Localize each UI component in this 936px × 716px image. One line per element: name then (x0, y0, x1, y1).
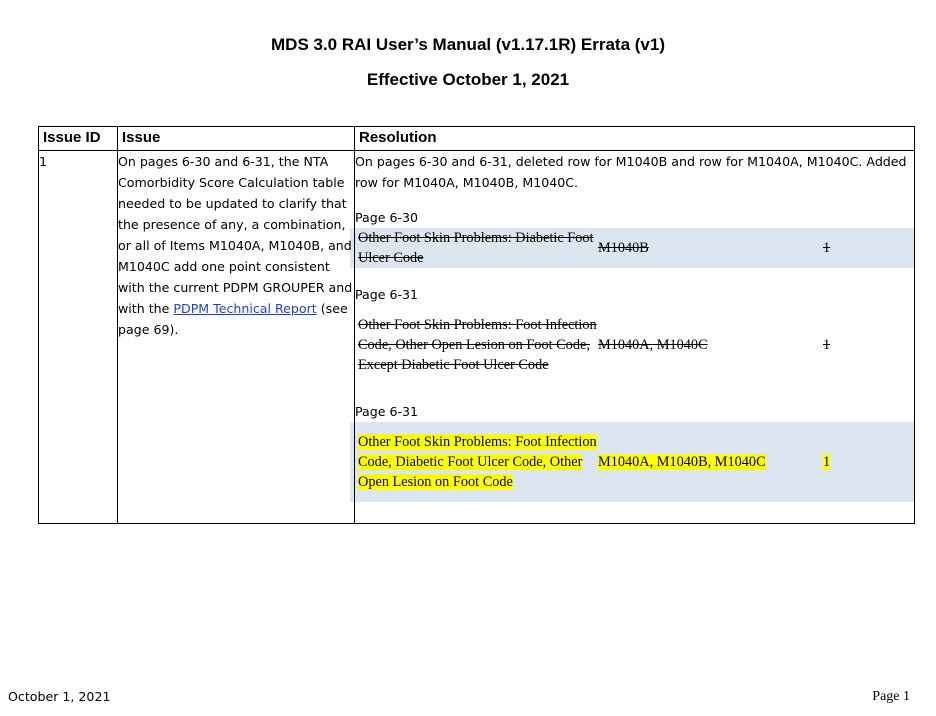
page-label: Page 6-31 (355, 287, 419, 302)
table-header-row (39, 127, 915, 151)
row-points: 1 (823, 454, 831, 470)
row-items: M1040A, M1040B, M1040C (598, 454, 766, 470)
header-resolution: Resolution (355, 127, 915, 151)
document-subtitle: Effective October 1, 2021 (366, 70, 570, 89)
row-description: Other Foot Skin Problems: Diabetic Foot Ulcer Code (358, 230, 594, 266)
footer-page-number: Page 1 (872, 689, 910, 704)
row-points: 1 (823, 337, 831, 353)
resolution-intro: On pages 6-30 and 6-31, deleted row for M1040B and row for M1040A, M1040C. Added row for M1040A, M1040B, M1040C. (355, 154, 907, 190)
resolution-cell (355, 151, 915, 524)
row-items: M1040B (598, 240, 649, 256)
issue-text (118, 151, 354, 340)
issue-cell (118, 151, 355, 524)
document-title: MDS 3.0 RAI User’s Manual (v1.17.1R) Errata (v1) (271, 35, 665, 54)
deleted-row-m1040a-m1040c (350, 305, 914, 385)
page-label: Page 6-30 (355, 210, 419, 225)
row-description: Other Foot Skin Problems: Foot Infection Code, Diabetic Foot Ulcer Code, Other Open Lesion on Foot Code (358, 434, 597, 490)
deleted-row-m1040b (350, 228, 914, 268)
errata-table (38, 126, 915, 524)
issue-text-suffix: (see page 69). (118, 301, 348, 337)
issue-id-cell: 1 (39, 151, 118, 524)
header-issue: Issue (118, 127, 355, 151)
issue-text-main: On pages 6-30 and 6-31, the NTA Comorbidity Score Calculation table needed to be updated to clarify that the presence of any, a combination, or all of Items M1040A, M1040B, and M1040C add one point consistent with the current PDPM GROUPER and with the (118, 154, 353, 316)
added-row-m1040abc (350, 422, 914, 502)
page-label: Page 6-31 (355, 404, 419, 419)
row-items: M1040A, M1040C (598, 337, 708, 353)
footer-date: October 1, 2021 (8, 689, 111, 704)
pdpm-technical-report-link[interactable]: PDPM Technical Report (173, 301, 317, 316)
header-issue-id: Issue ID (39, 127, 118, 151)
table-row (39, 151, 915, 524)
row-points: 1 (823, 240, 831, 256)
row-description: Other Foot Skin Problems: Foot Infection Code, Other Open Lesion on Foot Code, Except Diabetic Foot Ulcer Code (358, 317, 597, 373)
